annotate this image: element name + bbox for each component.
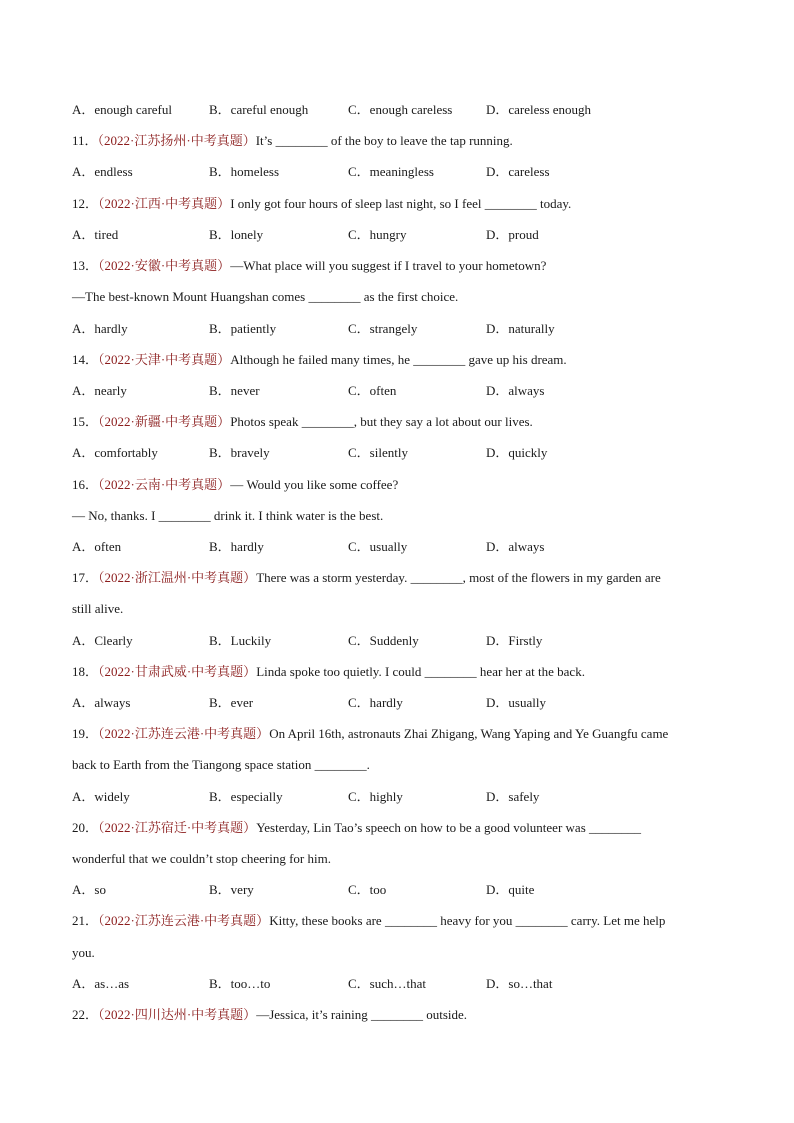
question-number: 18．	[72, 664, 99, 679]
answer-option: B．homeless	[209, 164, 280, 179]
answer-option: D．always	[486, 383, 545, 398]
answer-option: D．naturally	[486, 321, 555, 336]
question-text-continued: — No, thanks. I ________ drink it. I think water is the best.	[72, 508, 384, 523]
question-text-continued: back to Earth from the Tiangong space station ________.	[72, 757, 370, 772]
question-source: （2022·云南·中考真题）	[98, 477, 231, 492]
answer-option: C．usually	[348, 539, 408, 554]
question-number: 22．	[72, 1007, 99, 1022]
question-text: It’s ________ of the boy to leave the tap running.	[255, 133, 513, 148]
answer-option: D．always	[486, 539, 545, 554]
answer-option: B．too…to	[209, 976, 271, 991]
answer-option: C．silently	[348, 445, 408, 460]
question-text: Yesterday, Lin Tao’s speech on how to be a good volunteer was ________	[256, 820, 642, 835]
answer-option: B．hardly	[209, 539, 264, 554]
question-number: 21．	[72, 913, 99, 928]
answer-option: D．Firstly	[486, 633, 543, 648]
question-text: On April 16th, astronauts Zhai Zhigang, Wang Yaping and Ye Guangfu came	[269, 726, 669, 741]
question-number: 19．	[72, 726, 99, 741]
answer-option: C．too	[348, 882, 387, 897]
answer-option: D．proud	[486, 227, 539, 242]
answer-option: B．Luckily	[209, 633, 272, 648]
answer-option: C．strangely	[348, 321, 418, 336]
question-number: 17．	[72, 570, 99, 585]
question-text-continued: —The best-known Mount Huangshan comes ________ as the first choice.	[72, 289, 459, 304]
answer-option: B．never	[209, 383, 260, 398]
answer-option: D．careless	[486, 164, 550, 179]
question-line	[72, 476, 734, 494]
answer-option: D．safely	[486, 789, 540, 804]
question-source: （2022·江苏扬州·中考真题）	[97, 133, 256, 148]
question-line	[72, 195, 734, 213]
question-line	[72, 569, 734, 587]
question-line	[72, 257, 734, 275]
answer-option: A．nearly	[72, 383, 127, 398]
question-number: 12．	[72, 196, 99, 211]
answer-option: B．especially	[209, 789, 283, 804]
question-number: 14．	[72, 352, 99, 367]
answer-option: D．quickly	[486, 445, 548, 460]
answer-option: A．Clearly	[72, 633, 133, 648]
answer-option: B．lonely	[209, 227, 264, 242]
answer-option: A．always	[72, 695, 131, 710]
answer-option: C．meaningless	[348, 164, 434, 179]
question-text: —What place will you suggest if I travel to your hometown?	[230, 258, 547, 273]
answer-option: B．patiently	[209, 321, 277, 336]
question-number: 11．	[72, 133, 98, 148]
answer-option: C．enough careless	[348, 102, 453, 117]
question-line	[72, 819, 734, 837]
question-source: （2022·安徽·中考真题）	[98, 258, 231, 273]
question-line	[72, 725, 734, 743]
answer-option: A．widely	[72, 789, 130, 804]
question-text: Kitty, these books are ________ heavy for you ________ carry. Let me help	[269, 913, 666, 928]
answer-option: A．as…as	[72, 976, 130, 991]
answer-option: B．ever	[209, 695, 254, 710]
question-text-continued: you.	[72, 945, 95, 960]
answer-option: A．enough careful	[72, 102, 172, 117]
answer-option: B．bravely	[209, 445, 270, 460]
answer-option: A．endless	[72, 164, 133, 179]
answer-option: D．careless enough	[486, 102, 592, 117]
answer-option: D．so…that	[486, 976, 553, 991]
answer-option: A．often	[72, 539, 122, 554]
question-line	[72, 132, 734, 150]
question-text: Although he failed many times, he ________ gave up his dream.	[230, 352, 567, 367]
question-source: （2022·甘肃武威·中考真题）	[98, 664, 257, 679]
answer-option: C．such…that	[348, 976, 426, 991]
question-line	[72, 351, 734, 369]
question-source: （2022·江苏连云港·中考真题）	[98, 913, 270, 928]
question-text: — Would you like some coffee?	[230, 477, 399, 492]
question-source: （2022·江苏宿迁·中考真题）	[98, 820, 257, 835]
question-line	[72, 912, 734, 930]
answer-option: D．quite	[486, 882, 535, 897]
question-source: （2022·四川达州·中考真题）	[98, 1007, 257, 1022]
question-line	[72, 413, 734, 431]
question-line	[72, 663, 734, 681]
question-text: I only got four hours of sleep last night, so I feel ________ today.	[230, 196, 572, 211]
answer-option: A．tired	[72, 227, 119, 242]
answer-option: C．often	[348, 383, 397, 398]
question-source: （2022·天津·中考真题）	[98, 352, 231, 367]
question-source: （2022·浙江温州·中考真题）	[98, 570, 257, 585]
answer-option: C．highly	[348, 789, 403, 804]
answer-option: D．usually	[486, 695, 546, 710]
question-text-continued: wonderful that we couldn’t stop cheering for him.	[72, 851, 331, 866]
question-line	[72, 1006, 734, 1024]
question-number: 16．	[72, 477, 99, 492]
answer-option: A．comfortably	[72, 445, 158, 460]
answer-option: B．very	[209, 882, 254, 897]
question-number: 13．	[72, 258, 99, 273]
question-text: Photos speak ________, but they say a lot about our lives.	[230, 414, 533, 429]
answer-option: C．Suddenly	[348, 633, 419, 648]
answer-option: C．hardly	[348, 695, 403, 710]
question-text-continued: still alive.	[72, 601, 124, 616]
question-source: （2022·江西·中考真题）	[98, 196, 231, 211]
question-number: 20．	[72, 820, 99, 835]
question-text: Linda spoke too quietly. I could ________ hear her at the back.	[256, 664, 585, 679]
question-number: 15．	[72, 414, 99, 429]
question-text: There was a storm yesterday. ________, most of the flowers in my garden are	[256, 570, 661, 585]
question-source: （2022·新疆·中考真题）	[98, 414, 231, 429]
answer-option: B．careful enough	[209, 102, 309, 117]
question-text: —Jessica, it’s raining ________ outside.	[256, 1007, 468, 1022]
question-source: （2022·江苏连云港·中考真题）	[98, 726, 270, 741]
answer-option: C．hungry	[348, 227, 407, 242]
answer-option: A．hardly	[72, 321, 128, 336]
answer-option: A．so	[72, 882, 106, 897]
